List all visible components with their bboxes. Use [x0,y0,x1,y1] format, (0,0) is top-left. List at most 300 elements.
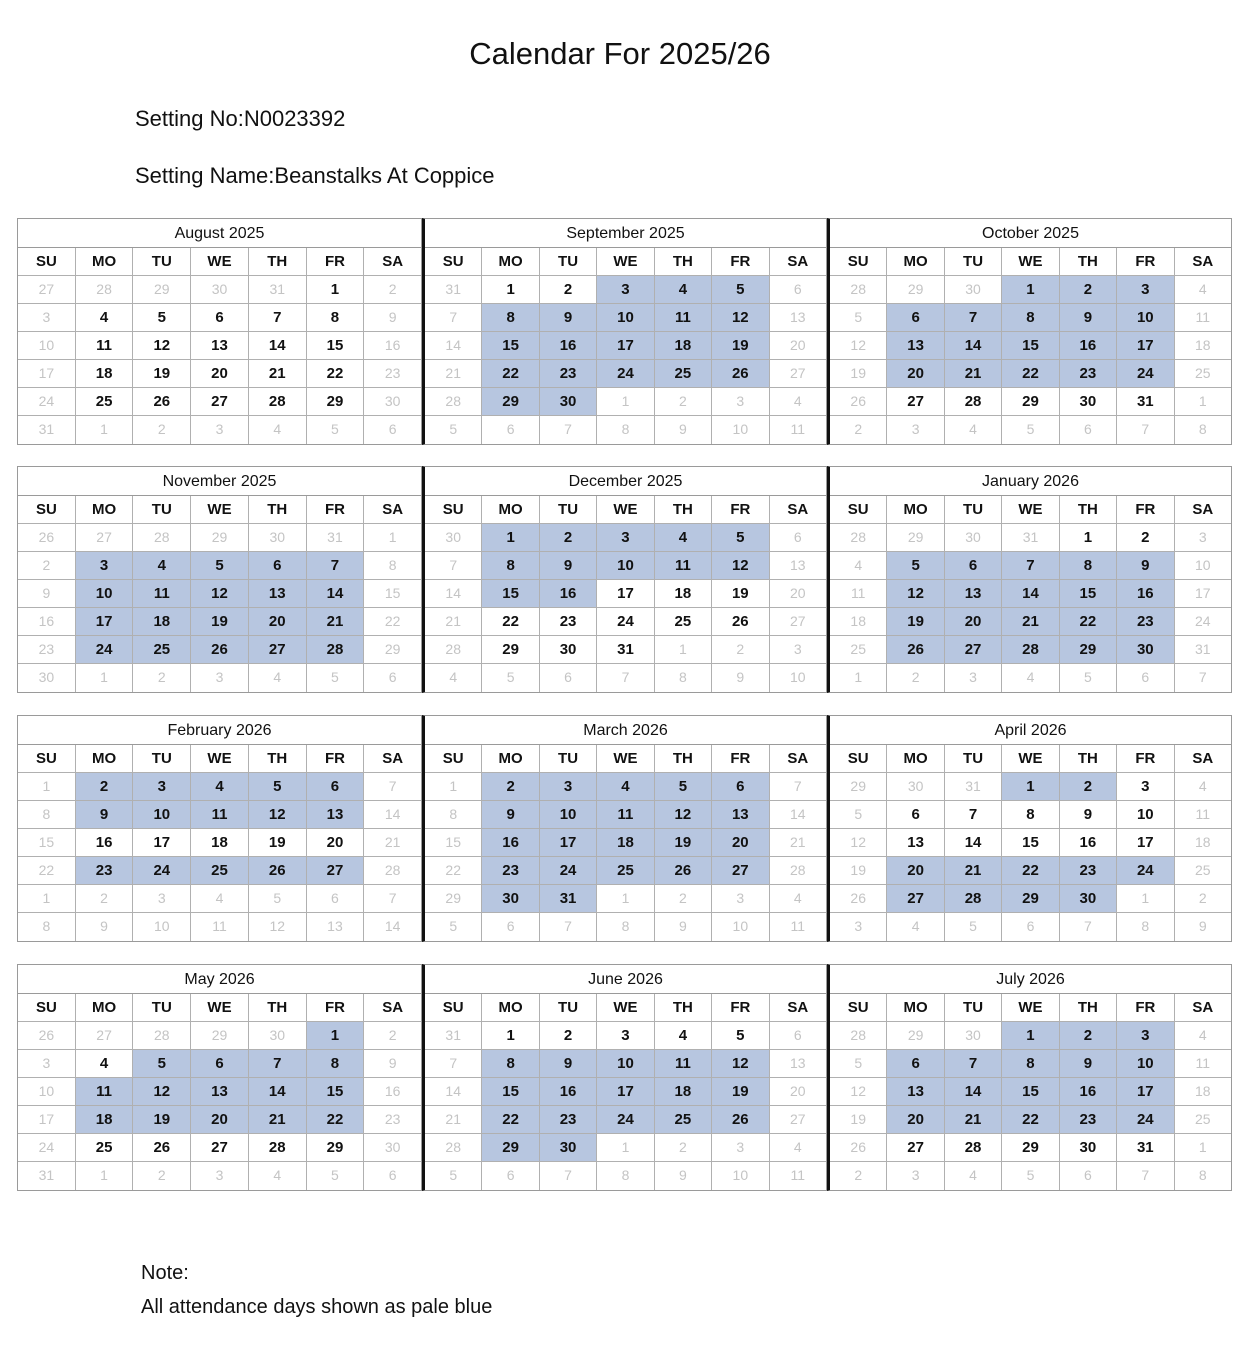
day-cell-other-month: 2 [886,664,943,692]
day-header: SA [769,248,826,275]
day-cell-attendance: 23 [1116,608,1173,635]
calendar-row [17,964,1232,1191]
day-cell-attendance: 19 [886,608,943,635]
day-cell-attendance: 12 [654,801,711,828]
day-header: TU [944,248,1001,275]
day-cell-attendance: 5 [711,524,768,551]
day-header: SU [847,253,869,270]
day-cell-other-month: 5 [449,918,458,934]
day-header-row [425,745,826,773]
day-cell-attendance: 10 [1116,1050,1173,1077]
day-cell-attendance: 8 [1059,552,1116,579]
day-header: TH [654,994,711,1021]
day-cell-other-month: 31 [306,524,364,551]
day-cell: 4 [75,304,133,331]
day-cell-attendance: 12 [886,580,943,607]
day-cell-weekend: 19 [850,365,866,381]
day-cell-attendance: 22 [1001,857,1058,884]
day-cell-attendance: 16 [1059,1078,1116,1105]
day-cell-weekend: 28 [445,393,461,409]
day-cell-weekend: 3 [1174,524,1231,551]
day-cell-weekend: 28 [445,1139,461,1155]
day-cell-attendance: 25 [654,1106,711,1133]
day-cell-weekend: 15 [363,580,421,607]
day-cell: 17 [132,829,190,856]
day-cell-weekend: 31 [38,421,55,437]
day-cell-weekend: 13 [769,552,826,579]
day-header: SA [769,745,826,772]
week-row [830,857,1231,885]
day-cell-attendance: 23 [481,857,538,884]
day-cell: 17 [596,580,653,607]
month-title: January 2026 [830,467,1231,496]
day-cell-other-month: 1 [75,416,133,444]
day-cell-attendance: 19 [711,1078,768,1105]
day-cell: 22 [306,360,364,387]
week-row [425,304,826,332]
day-cell-attendance: 13 [190,1078,248,1105]
day-cell-attendance: 27 [711,857,768,884]
day-cell-weekend: 30 [363,1134,421,1161]
day-cell-other-month: 8 [42,918,51,934]
day-cell-weekend: 8 [363,552,421,579]
day-cell-attendance: 22 [1059,608,1116,635]
day-header: SA [1174,248,1231,275]
day-cell-attendance: 23 [1059,360,1116,387]
day-cell: 21 [248,360,306,387]
day-cell-weekend: 7 [449,309,458,325]
day-cell: 25 [75,388,133,415]
week-row [425,332,826,360]
week-row [830,913,1231,941]
day-cell-attendance: 16 [539,1078,596,1105]
day-cell-other-month: 30 [445,529,461,545]
day-cell-attendance: 26 [886,636,943,663]
day-header: MO [481,248,538,275]
day-header: SA [1174,496,1231,523]
day-cell-other-month: 4 [944,416,1001,444]
week-row [830,360,1231,388]
day-cell-other-month: 11 [190,913,248,941]
day-cell-attendance: 9 [1059,1050,1116,1077]
day-cell-weekend: 7 [449,1055,458,1071]
day-cell-weekend: 24 [1174,608,1231,635]
week-row [18,857,421,885]
day-cell-attendance: 11 [75,1078,133,1105]
week-row [425,801,826,829]
day-cell-weekend: 31 [38,1167,55,1183]
day-cell-other-month: 9 [654,1162,711,1190]
day-cell-attendance: 15 [481,332,538,359]
day-cell: 30 [539,636,596,663]
day-cell-other-month: 28 [132,524,190,551]
month-calendar [422,964,827,1191]
day-cell-attendance: 27 [944,636,1001,663]
day-cell-other-month: 30 [944,1022,1001,1049]
day-cell-other-month: 5 [1001,416,1058,444]
day-cell-other-month: 9 [711,664,768,692]
day-cell: 6 [190,304,248,331]
day-cell-other-month: 6 [1001,913,1058,941]
day-cell-other-month: 2 [711,636,768,663]
week-row [830,636,1231,664]
day-cell-attendance: 9 [539,552,596,579]
month-title: August 2025 [18,219,421,248]
day-header: SU [847,750,869,767]
day-cell-attendance: 21 [944,1106,1001,1133]
day-header-row [830,248,1231,276]
day-cell-weekend: 20 [769,1078,826,1105]
day-cell-attendance: 7 [944,304,1001,331]
day-cell: 5 [132,304,190,331]
day-cell-other-month: 27 [75,1022,133,1049]
day-cell: 2 [539,1022,596,1049]
day-cell-weekend: 14 [769,801,826,828]
day-cell-other-month: 7 [539,913,596,941]
day-header: WE [596,248,653,275]
day-cell-attendance: 4 [190,773,248,800]
day-cell-attendance: 2 [1059,773,1116,800]
week-row [425,1106,826,1134]
day-cell-attendance: 30 [1116,636,1173,663]
day-cell-attendance: 21 [306,608,364,635]
day-cell-attendance: 8 [1001,304,1058,331]
day-cell-other-month: 5 [306,664,364,692]
day-cell: 18 [75,360,133,387]
day-cell-attendance: 26 [190,636,248,663]
day-cell: 31 [1116,388,1173,415]
day-header: MO [886,994,943,1021]
day-cell-attendance: 12 [711,1050,768,1077]
day-cell-attendance: 7 [944,1050,1001,1077]
month-title: May 2026 [18,965,421,994]
day-cell-other-month: 11 [769,913,826,941]
day-cell-attendance: 16 [539,580,596,607]
day-cell-attendance: 3 [596,276,653,303]
day-cell-other-month: 4 [769,1134,826,1161]
day-cell-other-month: 4 [944,1162,1001,1190]
week-row [425,913,826,941]
day-cell-attendance: 13 [886,1078,943,1105]
day-cell-attendance: 10 [132,801,190,828]
day-cell-weekend: 25 [1174,1106,1231,1133]
day-header: SU [442,501,464,518]
day-cell-other-month: 3 [190,416,248,444]
day-header: TU [539,745,596,772]
day-cell-attendance: 20 [886,857,943,884]
day-cell-weekend: 4 [1174,276,1231,303]
day-cell-attendance: 10 [75,580,133,607]
week-row [18,1134,421,1162]
day-cell-attendance: 6 [306,773,364,800]
day-header: TU [539,994,596,1021]
day-header: MO [886,496,943,523]
day-cell-other-month: 2 [1174,885,1231,912]
day-header-row [18,496,421,524]
day-header: FR [306,496,364,523]
day-cell-attendance: 22 [481,360,538,387]
month-title: October 2025 [830,219,1231,248]
day-header: MO [481,496,538,523]
day-cell-other-month: 2 [854,421,863,437]
day-cell-attendance: 4 [132,552,190,579]
calendar-row [17,466,1232,693]
day-cell-attendance: 11 [132,580,190,607]
day-cell-other-month: 1 [1116,885,1173,912]
day-cell-attendance: 14 [944,332,1001,359]
day-header: FR [306,248,364,275]
day-header: TU [539,248,596,275]
day-cell: 31 [596,636,653,663]
day-cell-other-month: 6 [306,885,364,912]
day-cell-weekend: 10 [1174,552,1231,579]
week-row [18,276,421,304]
day-cell-attendance: 22 [1001,1106,1058,1133]
day-cell-other-month: 28 [850,1027,866,1043]
day-cell-attendance: 24 [596,360,653,387]
day-cell-attendance: 12 [248,801,306,828]
week-row [830,1134,1231,1162]
day-cell: 6 [886,801,943,828]
day-cell-weekend: 16 [363,332,421,359]
week-row [830,829,1231,857]
week-row [18,524,421,552]
day-cell-other-month: 7 [539,416,596,444]
day-cell-weekend: 10 [38,1083,55,1099]
week-row [425,524,826,552]
day-cell-weekend: 31 [1174,636,1231,663]
day-cell-other-month: 3 [886,416,943,444]
week-row [18,1050,421,1078]
day-header: WE [1001,496,1058,523]
week-row [18,636,421,664]
day-cell: 29 [481,636,538,663]
day-cell-attendance: 26 [654,857,711,884]
day-cell-attendance: 13 [306,801,364,828]
day-header: TU [944,745,1001,772]
week-row [425,885,826,913]
day-header: WE [190,248,248,275]
day-cell-weekend: 4 [1174,1022,1231,1049]
day-cell-attendance: 25 [190,857,248,884]
day-cell-other-month: 29 [850,778,866,794]
day-cell-attendance: 26 [248,857,306,884]
week-row [425,1022,826,1050]
day-cell-other-month: 9 [654,416,711,444]
day-cell-attendance: 25 [654,360,711,387]
day-cell-weekend: 10 [38,337,55,353]
day-cell-other-month: 4 [769,388,826,415]
day-cell-other-month: 12 [248,913,306,941]
day-cell-other-month: 2 [75,885,133,912]
day-cell-other-month: 9 [654,913,711,941]
day-cell-other-month: 4 [248,1162,306,1190]
day-cell-attendance: 3 [1116,276,1173,303]
day-cell: 1 [306,276,364,303]
day-cell-other-month: 3 [190,664,248,692]
day-cell-attendance: 9 [539,304,596,331]
week-row [830,664,1231,692]
day-cell-attendance: 12 [711,304,768,331]
day-cell-other-month: 1 [854,669,863,685]
day-cell: 22 [481,608,538,635]
day-cell-weekend: 30 [363,388,421,415]
month-title: February 2026 [18,716,421,745]
week-row [830,332,1231,360]
day-cell: 4 [654,1022,711,1049]
month-calendar [422,218,827,445]
day-cell-other-month: 13 [306,913,364,941]
day-cell-attendance: 7 [306,552,364,579]
day-cell-attendance: 24 [75,636,133,663]
day-cell-attendance: 13 [711,801,768,828]
week-row [830,608,1231,636]
day-header: FR [306,994,364,1021]
day-cell-weekend: 24 [38,393,55,409]
day-header: TU [539,496,596,523]
week-row [830,552,1231,580]
week-row [830,1078,1231,1106]
day-header: TH [248,248,306,275]
day-cell-other-month: 1 [596,1134,653,1161]
day-cell-attendance: 24 [596,1106,653,1133]
day-cell: 28 [248,388,306,415]
day-cell: 20 [306,829,364,856]
day-header: FR [1116,248,1173,275]
day-cell-attendance: 30 [539,1134,596,1161]
day-cell: 19 [248,829,306,856]
day-cell: 1 [481,276,538,303]
day-header: TU [944,496,1001,523]
month-calendar [827,964,1232,1191]
day-header: TH [1059,496,1116,523]
day-cell-attendance: 1 [1001,1022,1058,1049]
day-cell-attendance: 8 [481,552,538,579]
day-header: SA [769,496,826,523]
day-cell-attendance: 10 [539,801,596,828]
day-cell-attendance: 19 [132,1106,190,1133]
day-cell-weekend: 2 [363,1022,421,1049]
week-row [425,829,826,857]
day-cell-other-month: 5 [306,1162,364,1190]
week-row [425,608,826,636]
day-cell-other-month: 8 [596,416,653,444]
day-cell-other-month: 2 [132,416,190,444]
day-cell-weekend: 28 [363,857,421,884]
week-row [425,360,826,388]
day-cell-weekend: 8 [449,806,458,822]
day-cell-other-month: 30 [248,524,306,551]
calendar-row [17,715,1232,942]
day-cell-weekend: 19 [850,862,866,878]
week-row [18,360,421,388]
day-cell-attendance: 15 [481,580,538,607]
day-cell-weekend: 11 [850,585,866,601]
week-row [830,388,1231,416]
week-row [18,580,421,608]
day-cell-attendance: 18 [75,1106,133,1133]
day-cell: 27 [886,1134,943,1161]
day-cell-other-month: 3 [132,885,190,912]
day-cell: 3 [1116,773,1173,800]
week-row [425,552,826,580]
day-cell: 26 [132,1134,190,1161]
day-cell-weekend: 12 [850,1083,866,1099]
week-row [425,1050,826,1078]
day-cell-attendance: 6 [886,1050,943,1077]
day-cell: 26 [132,388,190,415]
day-cell-attendance: 19 [190,608,248,635]
day-cell-weekend: 9 [42,585,51,601]
day-cell: 1 [481,1022,538,1049]
day-cell-attendance: 28 [944,885,1001,912]
day-cell-attendance: 14 [944,1078,1001,1105]
day-header: SA [363,745,421,772]
week-row [18,608,421,636]
day-cell-attendance: 19 [711,332,768,359]
day-cell-other-month: 5 [1001,1162,1058,1190]
day-cell-attendance: 2 [75,773,133,800]
day-cell-other-month: 1 [75,664,133,692]
day-cell-other-month: 2 [132,664,190,692]
day-cell-attendance: 5 [132,1050,190,1077]
day-cell: 9 [1059,801,1116,828]
day-cell: 3 [596,1022,653,1049]
day-cell: 7 [944,801,1001,828]
day-cell-attendance: 16 [481,829,538,856]
day-cell-weekend: 2 [363,276,421,303]
day-cell-attendance: 25 [132,636,190,663]
day-cell: 19 [711,580,768,607]
day-cell-other-month: 5 [481,664,538,692]
day-cell-other-month: 28 [132,1022,190,1049]
day-header: SA [1174,994,1231,1021]
day-cell-other-month: 5 [449,1167,458,1183]
day-cell-attendance: 30 [1059,885,1116,912]
day-cell-attendance: 26 [711,360,768,387]
day-cell-other-month: 31 [248,276,306,303]
day-header-row [425,994,826,1022]
day-cell-attendance: 15 [1001,1078,1058,1105]
day-cell-attendance: 18 [654,332,711,359]
week-row [18,1078,421,1106]
day-header: MO [75,994,133,1021]
day-cell-other-month: 31 [1001,524,1058,551]
week-row [830,276,1231,304]
day-cell-other-month: 9 [1174,913,1231,941]
day-cell: 24 [596,608,653,635]
week-row [18,332,421,360]
day-cell-attendance: 1 [481,524,538,551]
day-cell-other-month: 3 [944,664,1001,692]
day-cell-attendance: 18 [132,608,190,635]
day-cell-attendance: 21 [1001,608,1058,635]
day-cell-other-month: 6 [363,1162,421,1190]
day-cell-other-month: 7 [1059,913,1116,941]
day-cell-other-month: 27 [75,524,133,551]
day-cell-weekend: 29 [363,636,421,663]
week-row [18,664,421,692]
day-cell-weekend: 21 [445,1111,461,1127]
day-cell-attendance: 9 [481,801,538,828]
day-cell-other-month: 9 [75,913,133,941]
day-header: FR [1116,745,1173,772]
day-cell-attendance: 6 [886,304,943,331]
day-cell-weekend: 2 [42,557,51,573]
week-row [18,552,421,580]
week-row [425,416,826,444]
day-cell-other-month: 11 [769,416,826,444]
